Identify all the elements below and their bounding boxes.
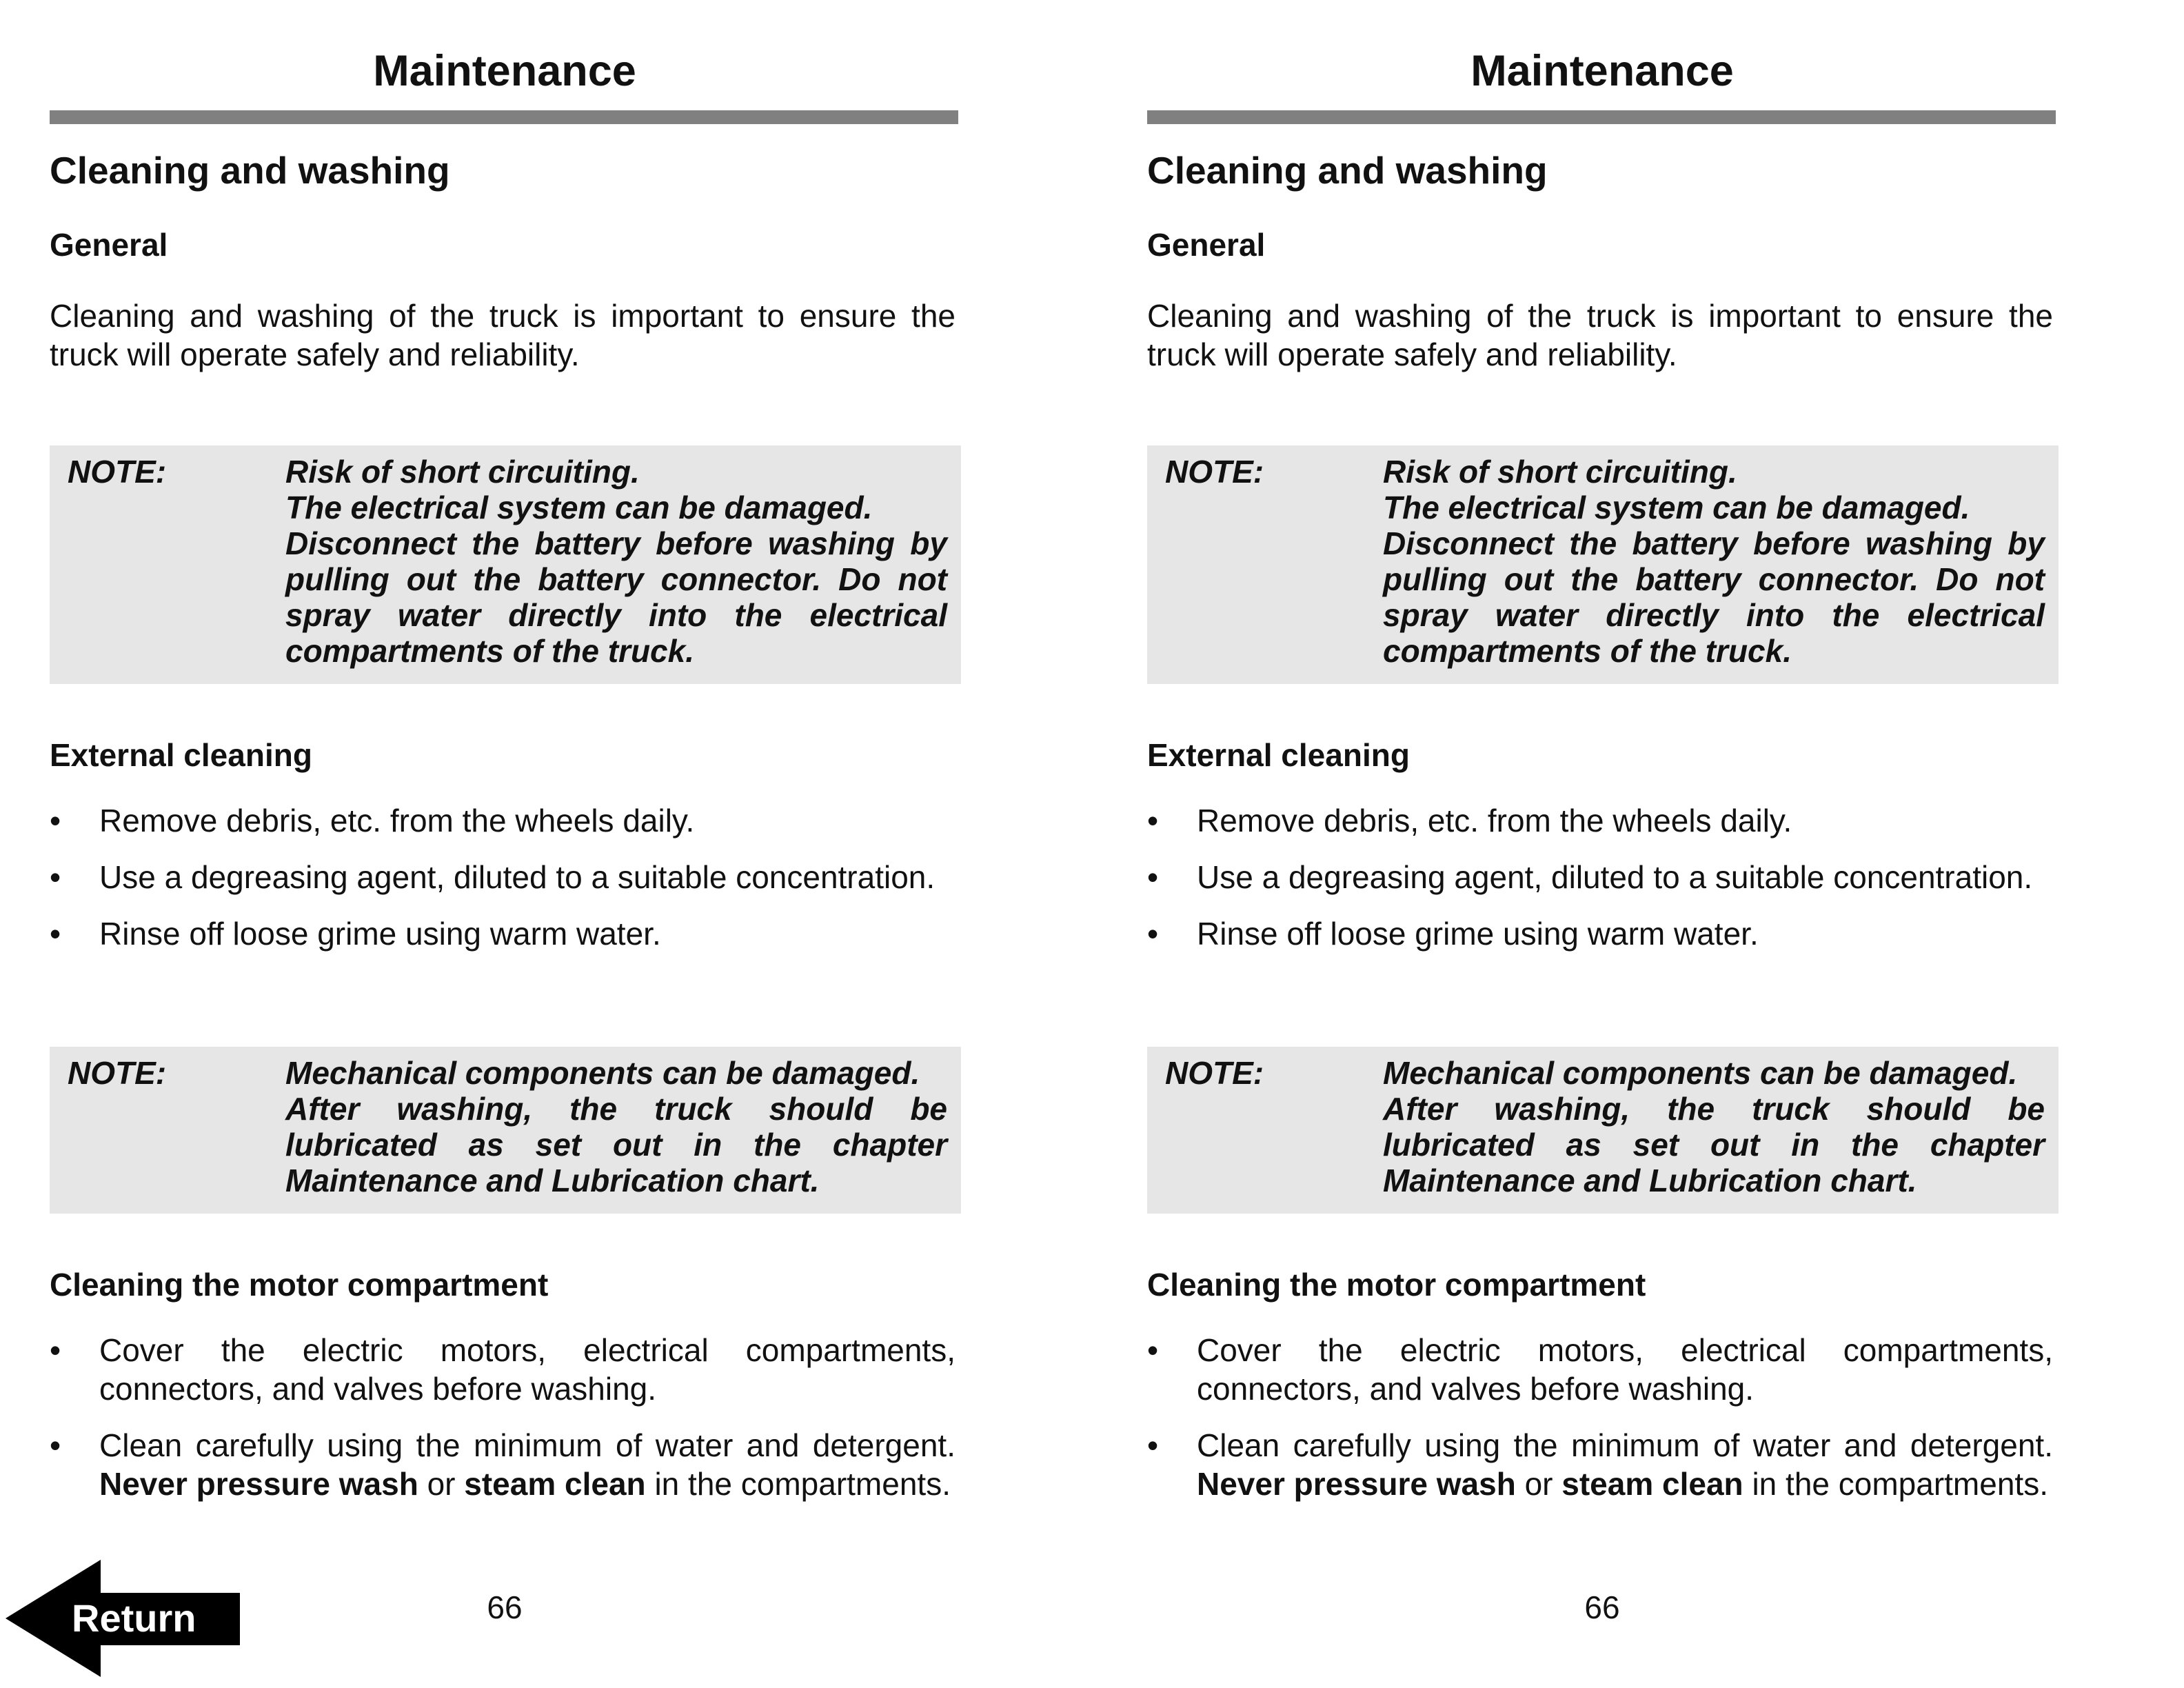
list-item-text: in the compartments. — [654, 1466, 951, 1502]
note-text — [285, 454, 947, 669]
page-number: 66 — [1584, 1589, 1620, 1625]
motor-compartment-heading: Cleaning the motor compartment — [50, 1267, 549, 1303]
note-label: NOTE: — [68, 454, 167, 490]
list-item-text: in the compartments. — [1752, 1466, 2048, 1502]
bullet-icon: • — [1147, 1427, 1159, 1463]
list-item — [50, 801, 956, 840]
note-box-mechanical — [1147, 1047, 2059, 1214]
list-item-text: Cover the electric motors, electrical compartments, connectors, and valves before washing. — [99, 1332, 956, 1407]
general-heading: General — [1147, 227, 1266, 263]
note-label: NOTE: — [68, 1055, 167, 1091]
bullet-icon: • — [50, 1427, 61, 1463]
list-item-text: or — [1524, 1466, 1553, 1502]
bullet-icon: • — [50, 859, 61, 895]
list-item — [1147, 914, 2053, 953]
external-cleaning-list — [1147, 801, 2053, 971]
external-cleaning-heading: External cleaning — [50, 737, 312, 773]
return-button[interactable] — [6, 1560, 240, 1677]
list-item-text: Use a degreasing agent, diluted to a suitable concentration. — [99, 859, 936, 895]
bullet-icon: • — [1147, 916, 1159, 952]
note-label: NOTE: — [1165, 1055, 1264, 1091]
note-line: Disconnect the battery before washing by pulling out the battery connector. Do not spray water directly into the electrical compartments of the truck. — [285, 525, 947, 669]
header-divider — [1147, 110, 2056, 124]
motor-compartment-heading: Cleaning the motor compartment — [1147, 1267, 1646, 1303]
note-label: NOTE: — [1165, 454, 1264, 490]
list-item-text: or — [427, 1466, 456, 1502]
list-item-text: Cover the electric motors, electrical compartments, connectors, and valves before washing. — [1197, 1332, 2053, 1407]
note-line: Mechanical components can be damaged. — [285, 1055, 920, 1091]
bullet-icon: • — [1147, 1332, 1159, 1368]
note-box-mechanical — [50, 1047, 961, 1214]
bullet-icon: • — [50, 803, 61, 838]
page-number: 66 — [487, 1589, 523, 1625]
list-item — [1147, 858, 2053, 896]
list-item — [1147, 801, 2053, 840]
section-title: Cleaning and washing — [50, 149, 450, 192]
motor-compartment-list — [50, 1331, 956, 1521]
warning-text: Never pressure wash — [1197, 1466, 1516, 1502]
note-line: Risk of short circuiting. — [285, 454, 640, 490]
external-cleaning-list — [50, 801, 956, 971]
left-page — [50, 0, 960, 1688]
page-header-title: Maintenance — [373, 47, 636, 95]
list-item — [50, 914, 956, 953]
header-divider — [50, 110, 958, 124]
warning-text: steam clean — [1561, 1466, 1743, 1502]
general-heading: General — [50, 227, 168, 263]
list-item-text: Rinse off loose grime using warm water. — [99, 916, 661, 952]
list-item-text: Rinse off loose grime using warm water. — [1197, 916, 1759, 952]
note-line: Risk of short circuiting. — [1383, 454, 1737, 490]
return-button-label: Return — [72, 1596, 196, 1640]
note-box-short-circuit — [50, 445, 961, 684]
note-line: After washing, the truck should be lubricated as set out in the chapter Maintenance and Lubrication chart. — [285, 1091, 947, 1198]
bullet-icon: • — [50, 1332, 61, 1368]
warning-text: Never pressure wash — [99, 1466, 418, 1502]
note-line: The electrical system can be damaged. — [1383, 490, 1970, 525]
external-cleaning-heading: External cleaning — [1147, 737, 1410, 773]
note-line: Mechanical components can be damaged. — [1383, 1055, 2018, 1091]
general-text: Cleaning and washing of the truck is important to ensure the truck will operate safely and reliability. — [1147, 298, 2053, 372]
bullet-icon: • — [50, 916, 61, 952]
general-text: Cleaning and washing of the truck is important to ensure the truck will operate safely and reliability. — [50, 298, 956, 372]
list-item — [50, 1331, 956, 1408]
list-item — [1147, 1426, 2053, 1503]
list-item — [50, 1426, 956, 1503]
list-item-text: Clean carefully using the minimum of water and detergent. — [99, 1427, 956, 1463]
motor-compartment-list — [1147, 1331, 2053, 1521]
bullet-icon: • — [1147, 859, 1159, 895]
right-page — [1147, 0, 2057, 1688]
note-box-short-circuit — [1147, 445, 2059, 684]
list-item-text: Remove debris, etc. from the wheels daily. — [99, 803, 695, 838]
note-line: Disconnect the battery before washing by pulling out the battery connector. Do not spray water directly into the electrical compartments of the truck. — [1383, 525, 2045, 669]
list-item-text: Use a degreasing agent, diluted to a suitable concentration. — [1197, 859, 2033, 895]
list-item — [50, 858, 956, 896]
list-item-text: Clean carefully using the minimum of water and detergent. — [1197, 1427, 2053, 1463]
note-text — [285, 1055, 947, 1198]
note-text — [1383, 1055, 2045, 1198]
bullet-icon: • — [1147, 803, 1159, 838]
note-text — [1383, 454, 2045, 669]
warning-text: steam clean — [464, 1466, 646, 1502]
page-header-title: Maintenance — [1470, 47, 1734, 95]
list-item — [1147, 1331, 2053, 1408]
section-title: Cleaning and washing — [1147, 149, 1548, 192]
list-item-text: Remove debris, etc. from the wheels daily. — [1197, 803, 1792, 838]
note-line: After washing, the truck should be lubricated as set out in the chapter Maintenance and Lubrication chart. — [1383, 1091, 2045, 1198]
note-line: The electrical system can be damaged. — [285, 490, 873, 525]
